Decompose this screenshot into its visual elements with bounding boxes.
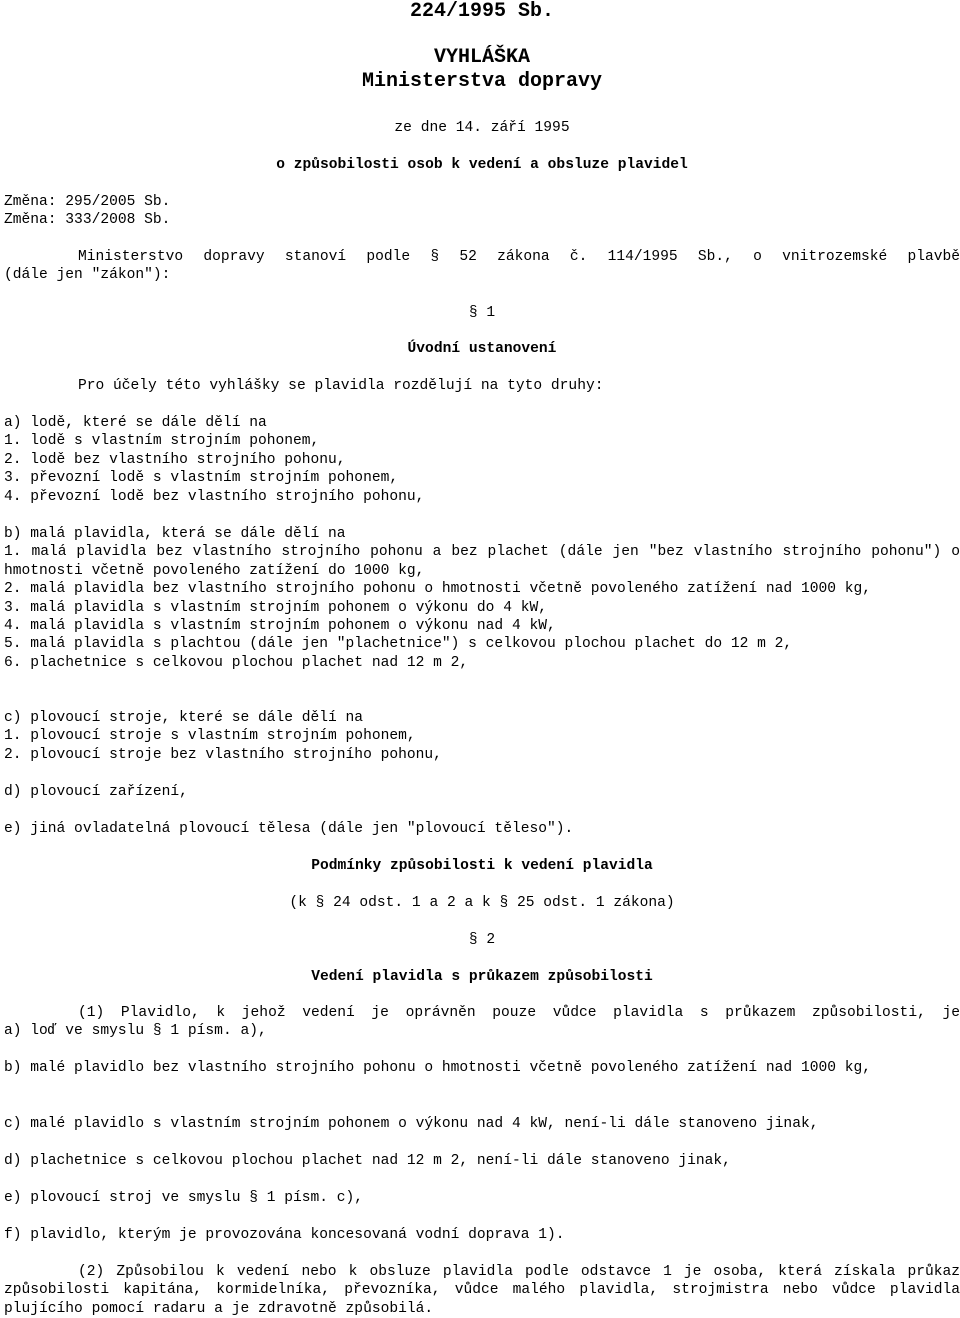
list-b-item-2: 2. malá plavidla bez vlastního strojního pohonu o hmotnosti včetně povoleného zatížení nad 1000 kg,	[4, 581, 872, 598]
document-number: 224/1995 Sb.	[409, 0, 555, 23]
document-date: ze dne 14. září 1995	[394, 120, 570, 136]
section-1-title: Úvodní ustanovení	[407, 341, 557, 357]
amendment-2: Změna: 333/2008 Sb.	[4, 212, 171, 229]
list-d: d) plovoucí zařízení,	[4, 784, 188, 800]
paragraph-1-item-f: f) plavidlo, kterým je provozována koncesovaná vodní doprava 1).	[4, 1227, 565, 1243]
document-subject: o způsobilosti osob k vedení a obsluze plavidel	[276, 157, 688, 173]
part-title: Podmínky způsobilosti k vedení plavidla	[311, 858, 653, 874]
list-b-item-1: 1. malá plavidla bez vlastního strojního pohonu a bez plachet (dále jen "bez vlastního strojního pohonu") o hmotnosti včetně povoleného zatížení do 1000 kg,	[4, 544, 960, 579]
list-a-item-3: 3. převozní lodě s vlastním strojním pohonem,	[4, 470, 399, 487]
paragraph-1-intro: (1) Plavidlo, k jehož vedení je oprávněn pouze vůdce plavidla s průkazem způsobilosti, je	[78, 1005, 960, 1021]
paragraph-1-item-c: c) malé plavidlo s vlastním strojním pohonem o výkonu nad 4 kW, není-li dále stanoveno jinak,	[4, 1116, 819, 1132]
list-a-item-2: 2. lodě bez vlastního strojního pohonu,	[4, 451, 346, 468]
list-b-head: b) malá plavidla, která se dále dělí na	[4, 526, 346, 542]
list-a	[4, 414, 960, 506]
list-a-head: a) lodě, které se dále dělí na	[4, 415, 267, 431]
section-2-title: Vedení plavidla s průkazem způsobilosti	[311, 969, 653, 985]
section-2-sign: § 2	[468, 932, 496, 948]
section-2-paragraph-1	[4, 1004, 960, 1041]
list-b	[4, 525, 960, 672]
list-b-item-3: 3. malá plavidla s vlastním strojním pohonem o výkonu do 4 kW,	[4, 599, 547, 616]
list-c-item-1: 1. plovoucí stroje s vlastním strojním pohonem,	[4, 728, 416, 745]
amendment-1: Změna: 295/2005 Sb.	[4, 194, 171, 210]
preamble	[4, 248, 960, 285]
section-1-intro: Pro účely této vyhlášky se plavidla rozdělují na tyto druhy:	[78, 378, 604, 394]
paragraph-1-item-e: e) plovoucí stroj ve smyslu § 1 písm. c),	[4, 1190, 364, 1206]
preamble-line-1: Ministerstvo dopravy stanoví podle § 52 zákona č. 114/1995 Sb., o vnitrozemské plavbě	[78, 249, 960, 265]
document-type: VYHLÁŠKA	[433, 46, 530, 69]
section-1-sign: § 1	[468, 305, 496, 321]
paragraph-1-item-b: b) malé plavidlo bez vlastního strojního pohonu o hmotnosti včetně povoleného zatížení nad 1000 kg,	[4, 1060, 872, 1076]
list-c	[4, 709, 960, 764]
list-b-item-4: 4. malá plavidla s vlastním strojním pohonem o výkonu nad 4 kW,	[4, 618, 556, 635]
list-b-item-6: 6. plachetnice s celkovou plochou plachet nad 12 m 2,	[4, 654, 469, 671]
paragraph-1-item-d: d) plachetnice s celkovou plochou plachet nad 12 m 2, není-li dále stanoveno jinak,	[4, 1153, 731, 1169]
list-c-head: c) plovoucí stroje, které se dále dělí na	[4, 710, 364, 726]
list-a-item-4: 4. převozní lodě bez vlastního strojního pohonu,	[4, 488, 425, 505]
paragraph-1-item-a: a) loď ve smyslu § 1 písm. a),	[4, 1023, 267, 1040]
preamble-line-2: (dále jen "zákon"):	[4, 267, 171, 284]
part-reference: (k § 24 odst. 1 a 2 a k § 25 odst. 1 zákona)	[289, 895, 675, 911]
list-e: e) jiná ovladatelná plovoucí tělesa (dále jen "plovoucí těleso").	[4, 821, 574, 837]
document-issuer: Ministerstva dopravy	[361, 70, 603, 93]
amendment-list	[4, 193, 170, 230]
list-c-item-2: 2. plovoucí stroje bez vlastního strojního pohonu,	[4, 746, 442, 763]
section-2-paragraph-2: (2) Způsobilou k vedení nebo k obsluze plavidla podle odstavce 1 je osoba, která získala průkaz způsobilosti kapitána, kormidelníka, převozníka, vůdce malého plavidla, strojmistra nebo vůdce plavidla plujícího pomocí radaru a je zdravotně způsobilá.	[4, 1264, 960, 1317]
list-b-item-5: 5. malá plavidla s plachtou (dále jen "plachetnice") s celkovou plochou plachet do 12 m 2,	[4, 636, 793, 653]
list-a-item-1: 1. lodě s vlastním strojním pohonem,	[4, 433, 320, 450]
